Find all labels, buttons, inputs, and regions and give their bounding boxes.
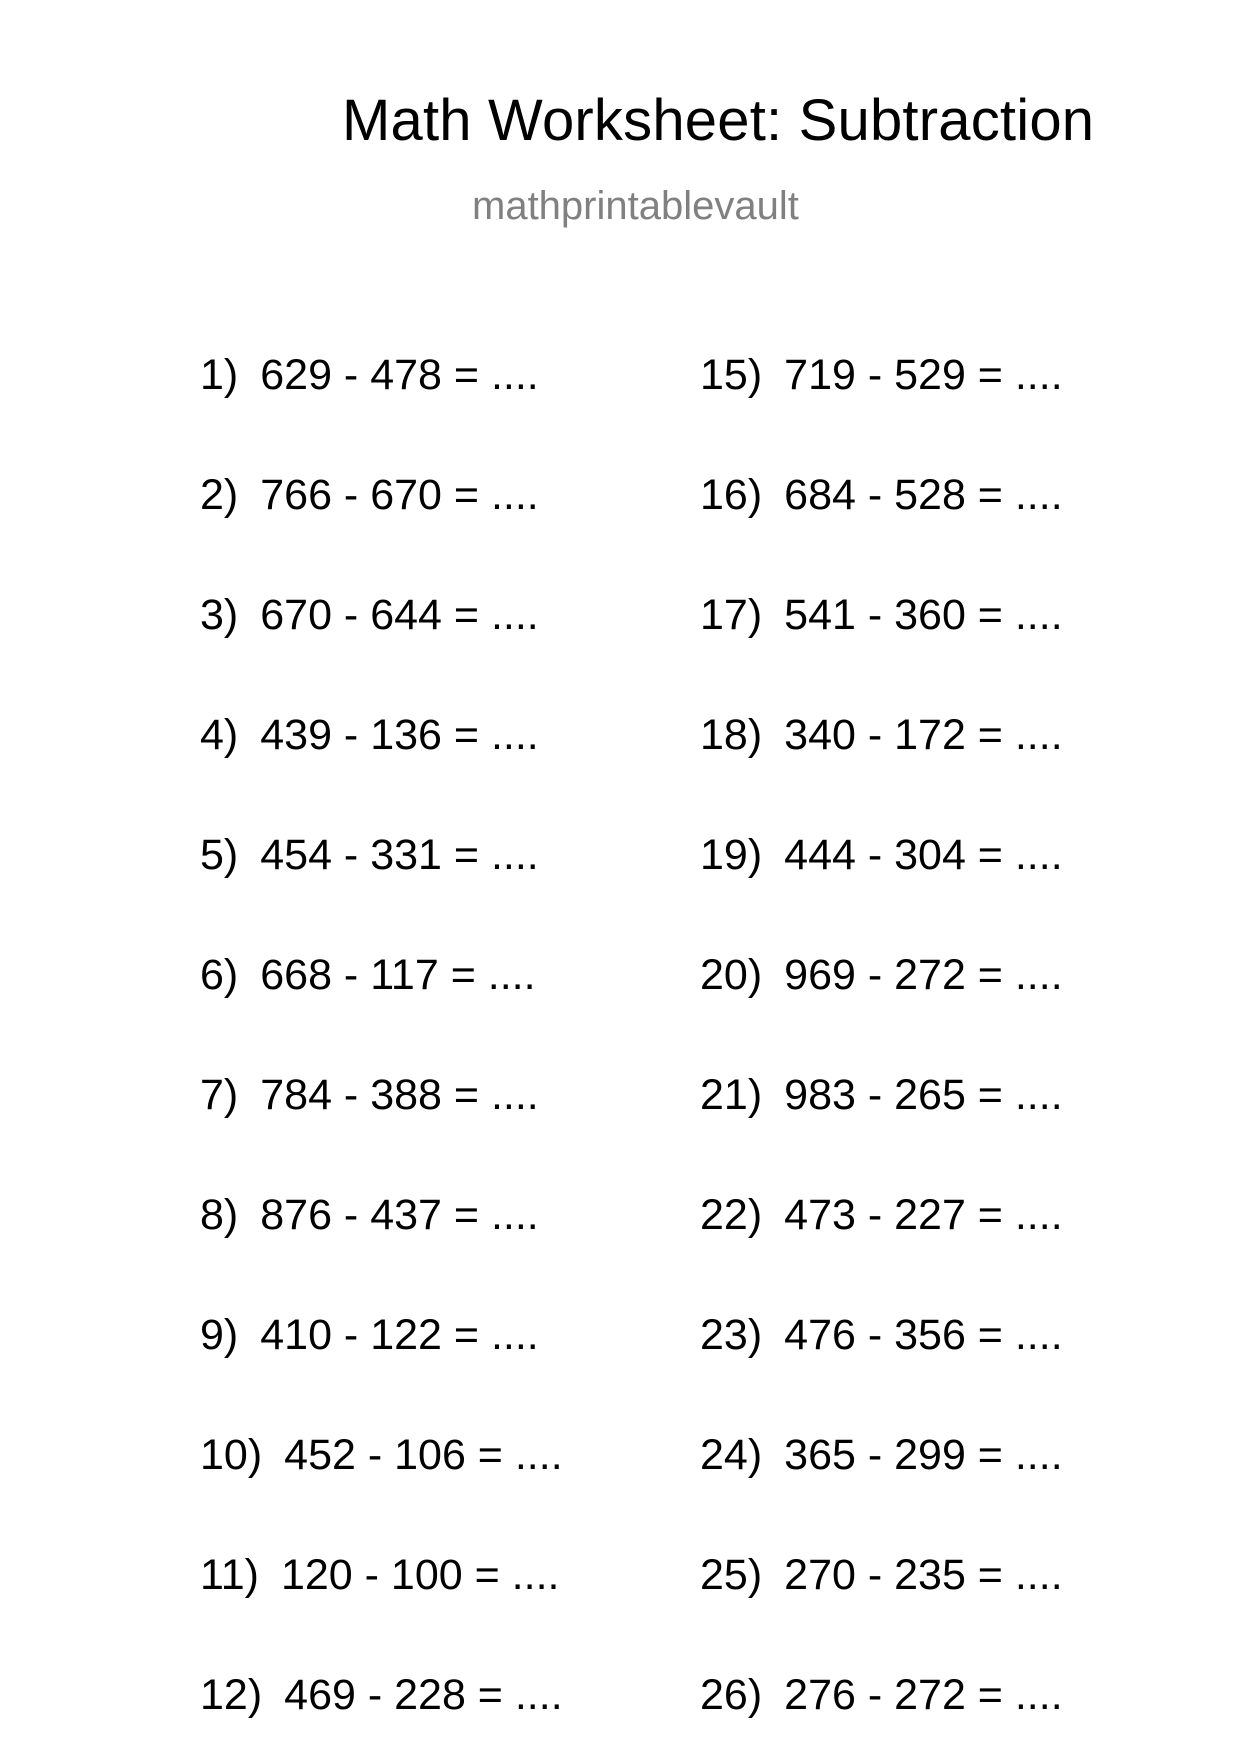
problem-expression: 668 - 117 = .... [260, 951, 536, 999]
problem-item [200, 1311, 539, 1359]
problem-expression: 541 - 360 = .... [784, 591, 1063, 639]
problem-expression: 784 - 388 = .... [260, 1071, 539, 1119]
problem-item [700, 591, 1063, 639]
problem-number: 20) [700, 951, 763, 999]
problem-expression: 365 - 299 = .... [784, 1431, 1063, 1479]
problem-expression: 629 - 478 = .... [260, 351, 539, 399]
problem-item [200, 1551, 560, 1599]
problem-number: 22) [700, 1191, 763, 1239]
problem-number: 8) [200, 1191, 239, 1239]
problem-number: 16) [700, 471, 763, 519]
problem-item [700, 1551, 1063, 1599]
problem-expression: 876 - 437 = .... [260, 1191, 539, 1239]
problem-item [700, 1191, 1063, 1239]
problem-item [200, 951, 536, 999]
problem-number: 21) [700, 1071, 763, 1119]
problem-number: 7) [200, 1071, 239, 1119]
problem-number: 2) [200, 471, 239, 519]
problem-expression: 452 - 106 = .... [284, 1431, 563, 1479]
problem-expression: 454 - 331 = .... [260, 831, 539, 879]
problem-item [200, 831, 539, 879]
problem-number: 23) [700, 1311, 763, 1359]
problem-expression: 276 - 272 = .... [784, 1671, 1063, 1719]
problem-number: 3) [200, 591, 239, 639]
problem-item [200, 1431, 563, 1479]
problem-item [200, 711, 539, 759]
problem-expression: 120 - 100 = .... [280, 1551, 560, 1599]
problem-number: 19) [700, 831, 763, 879]
problem-expression: 476 - 356 = .... [784, 1311, 1063, 1359]
problem-expression: 410 - 122 = .... [260, 1311, 539, 1359]
problem-number: 4) [200, 711, 239, 759]
problem-item [700, 831, 1063, 879]
problem-expression: 444 - 304 = .... [784, 831, 1063, 879]
problem-item [700, 1671, 1063, 1719]
problem-expression: 969 - 272 = .... [784, 951, 1063, 999]
problem-expression: 983 - 265 = .... [784, 1071, 1063, 1119]
problem-item [700, 1071, 1063, 1119]
problem-item [700, 1431, 1063, 1479]
problem-item [700, 1311, 1063, 1359]
problem-expression: 270 - 235 = .... [784, 1551, 1063, 1599]
problem-expression: 473 - 227 = .... [784, 1191, 1063, 1239]
problem-expression: 439 - 136 = .... [260, 711, 539, 759]
problem-item [200, 1671, 563, 1719]
problem-item [700, 351, 1063, 399]
problem-number: 6) [200, 951, 239, 999]
problem-number: 24) [700, 1431, 763, 1479]
problem-item [700, 471, 1063, 519]
problem-number: 18) [700, 711, 763, 759]
problem-expression: 340 - 172 = .... [784, 711, 1063, 759]
problem-item [200, 1071, 539, 1119]
problem-number: 17) [700, 591, 763, 639]
problem-expression: 719 - 529 = .... [784, 351, 1063, 399]
problem-expression: 670 - 644 = .... [260, 591, 539, 639]
problem-number: 5) [200, 831, 239, 879]
problem-item [200, 1191, 539, 1239]
problem-expression: 469 - 228 = .... [284, 1671, 563, 1719]
worksheet-subtitle: mathprintablevault [472, 184, 799, 228]
problem-number: 9) [200, 1311, 239, 1359]
problem-expression: 684 - 528 = .... [784, 471, 1063, 519]
problem-number: 11) [200, 1551, 259, 1599]
problem-number: 1) [200, 351, 239, 399]
problem-expression: 766 - 670 = .... [260, 471, 539, 519]
problem-number: 10) [200, 1431, 263, 1479]
problem-item [700, 711, 1063, 759]
problem-number: 25) [700, 1551, 763, 1599]
problem-number: 15) [700, 351, 763, 399]
worksheet-title: Math Worksheet: Subtraction [342, 88, 1095, 153]
problem-item [700, 951, 1063, 999]
problem-item [200, 351, 539, 399]
problem-item [200, 471, 539, 519]
problem-item [200, 591, 539, 639]
problem-number: 12) [200, 1671, 263, 1719]
problem-number: 26) [700, 1671, 763, 1719]
